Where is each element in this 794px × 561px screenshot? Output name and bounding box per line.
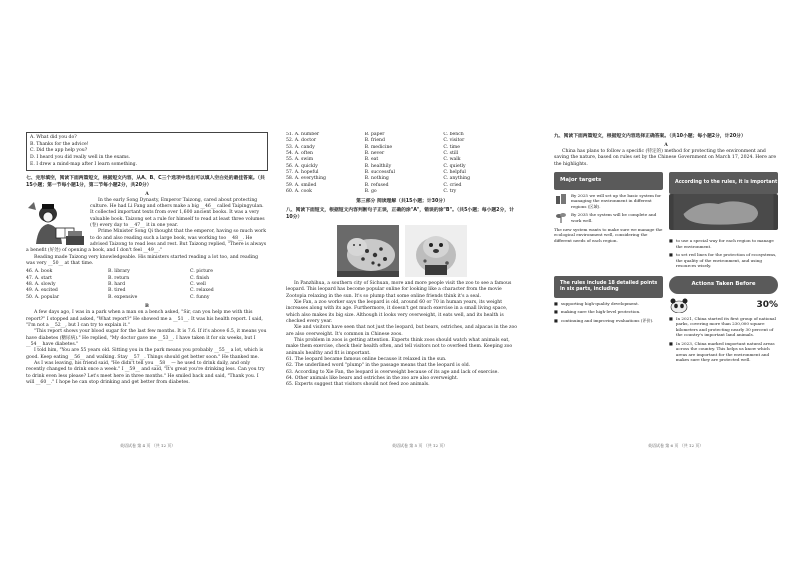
option: 58. A. everything	[286, 176, 327, 182]
photo-row	[286, 225, 518, 277]
emperor-illustration	[26, 200, 86, 246]
option: C. funny	[190, 294, 210, 300]
dialog-options-box	[26, 132, 268, 171]
option: 53. A. candy	[286, 144, 315, 150]
actions-stat	[669, 297, 778, 313]
dialog-option: C. Did the app help you?	[30, 148, 88, 154]
page-footer: 英语试卷 第 4 页 （共 12 页）	[120, 443, 176, 448]
important-panel	[669, 172, 778, 272]
dialog-option: A. What did you do?	[30, 135, 77, 140]
part-3-title: 第三部分 阅读理解（共15小题；计30分）	[356, 199, 448, 205]
option: 60. A. cook	[286, 188, 312, 194]
action-text: In 2021, China started its first group of national parks, covering more than 230,000 square kilometers and protecting nearly 30 percent of the country's important land animals.	[675, 315, 776, 338]
option: 59. A. smiled	[286, 182, 317, 188]
options-grid-a	[26, 269, 268, 301]
page-footer: 英语试卷 第 6 页 （共 12 页）	[648, 443, 704, 448]
passage-a-paragraph: In the early Song Dynasty, Emperor Taizong, cared about protecting culture. He had Li Fang and others make a big __46__ called Taipingyulan. It collected important texts from over 1,600 ancient books. It was a very valuable book. Taizong set a rule for himself to read at least three volumes (卷) every day to __47__ it in one year.	[90, 197, 265, 229]
statement: 63. According to Xie Fan, the leopard is overweight because of its age and lack of exercise.	[286, 369, 499, 375]
dialog-option: D. I heard you did really well in the exams.	[30, 154, 131, 160]
option: C. well	[190, 282, 206, 288]
major-targets-banner	[554, 172, 663, 190]
important-title: According to the rules, it is important	[675, 180, 778, 186]
option: B. go	[364, 188, 377, 194]
action-text: In 2023, China marked important natural areas across the country. This helps us know which areas are important for the environment and makes sure they are protected well.	[675, 340, 775, 363]
option: 56. A. quickly	[286, 163, 318, 169]
actions-percent: 30%	[756, 299, 778, 310]
dialog-option: E. I drew a mind-map after I learn something.	[30, 161, 138, 167]
option: C. relaxed	[190, 288, 214, 294]
option: 49. A. excited	[26, 288, 58, 294]
target-text: By 2035 the system will be complete and work well.	[571, 212, 657, 223]
bullet-icon: ■	[669, 315, 673, 321]
bullet-icon: ■	[554, 309, 558, 315]
option: 55. A. swim	[286, 157, 314, 163]
passage-b-paragraph: A few days ago, I was in a park when a man on a bench asked, "Sir, can you help me with this report?" I stopped and asked, "What report?" He showed me a __51__. It was his health report. I said, "I'm not a __52__, but I can try to explain it."	[26, 310, 263, 329]
exam-page-4	[26, 132, 268, 432]
option: C. walk	[443, 157, 461, 163]
exam-page-6	[554, 132, 778, 432]
passage-paragraph: This problem in zoos is getting attention. Experts think zoos should watch what animals eat, make them exercise, check their health often, and tell visitors not to overfeed them. Keeping zoo animals healthy and fit is important.	[286, 338, 513, 356]
passage-label: A	[664, 142, 668, 148]
passage-a-paragraph: Prime Minister Song Qi thought that the emperor, having so much work to do and also reading such a large book, was working too __48__. He advised Taizong to read less and rest. But Taizong replied, "There is always a benefit (好处) of opening a book, and I don't feel __49__."	[26, 229, 267, 254]
important-text: to use a special way for each region to manage the environment.	[675, 238, 774, 249]
option: B. return	[108, 275, 130, 281]
bullet-icon: ■	[669, 340, 673, 346]
important-item	[669, 238, 778, 249]
passage-b-paragraph: As I was leaving, his friend said, "He didn't tell you __58__ — he used to drink daily, and only recently changed to drink once a week." I __59__ and said, "It's great you're drinking less. Can you try to drink even less please? Let's meet here in three months." He smiled back and said, "Thank you. I will __60__." I hope he can stop drinking and get better from diabetes.	[26, 361, 265, 386]
target-text: By 2025 we will set up the basic system for managing the environment in different regions (区域).	[571, 192, 662, 209]
option: B. never	[364, 150, 385, 156]
option: 57. A. hopeful	[286, 169, 319, 175]
option: 48. A. slowly	[26, 282, 56, 288]
target-item	[554, 193, 663, 210]
actions-title: Actions Taken Before	[691, 281, 756, 288]
action-item	[669, 316, 778, 338]
rules-banner	[554, 276, 663, 298]
statement: 61. The leopard became famous online because it relaxed in the sun.	[286, 357, 447, 363]
rule-text: making sure the high-level protection.	[560, 309, 641, 315]
important-text: to set red lines for the protection of ecosystems, the quality of the environment, and using resources wisely.	[675, 252, 777, 269]
option: C. bench	[443, 132, 464, 137]
major-targets-title: Major targets	[560, 177, 602, 184]
options-grid-b	[286, 132, 518, 195]
option: C. quietly	[443, 163, 466, 169]
rule-item	[554, 301, 663, 307]
infographic	[554, 172, 778, 366]
important-item	[669, 252, 778, 269]
option: B. tired	[108, 288, 126, 294]
rule-item	[554, 318, 663, 324]
option: C. anything	[443, 176, 471, 182]
option: 50. A. popular	[26, 294, 60, 300]
rule-item	[554, 309, 663, 315]
statement: 64. Other animals like bears and ostriches in the zoo are also overweight.	[286, 376, 459, 382]
option: C. time	[443, 144, 460, 150]
option: B. nothing	[364, 176, 389, 182]
rules-panel	[554, 276, 663, 366]
plant-icon	[554, 212, 568, 223]
option: C. helpful	[443, 169, 466, 175]
bullet-icon: ■	[669, 252, 673, 258]
dialog-option: B. Thanks for the advice!	[30, 141, 89, 147]
bullet-icon: ■	[669, 238, 673, 244]
option: B. library	[108, 269, 130, 275]
major-targets-panel	[554, 172, 663, 272]
bullet-icon: ■	[554, 317, 558, 323]
bullet-icon: ■	[554, 300, 558, 306]
option: C. picture	[190, 269, 213, 275]
actions-panel	[669, 276, 778, 366]
option: C. finish	[190, 275, 210, 281]
option: 54. A. often	[286, 150, 313, 156]
option: C. still	[443, 150, 459, 156]
section-8-title: 八、阅读下面短文，根据短文内容判断句子正误，正确的涂"A"，错误的涂"B"。（共5小题；每小题2分，计10分）	[286, 207, 514, 220]
passage-b-paragraph: "This report shows your blood sugar for the last few months. It is 7.6. If it's above 6.5, it means you have diabetes (糖尿病)." He replied, "My doctor gave me __53__. I have taken it for six weeks, but I __54__ have diabetes."	[26, 329, 267, 348]
passage-paragraph: Xie Fan, a zoo worker says the leopard is old, around 60 or 70 in human years, its weight increases along with its age. Furthermore, it doesn't get much exercise in a small living space, which also makes its big size. Although it looks very overweight, it eats well, and its health is checked every year.	[286, 300, 508, 325]
target-item	[554, 212, 663, 223]
zootopia-character-picture	[405, 225, 467, 277]
option: 47. A. start	[26, 275, 52, 281]
leopard-photo	[337, 225, 399, 277]
important-banner	[669, 172, 778, 194]
option: B. successful	[364, 169, 395, 175]
option: B. medicine	[364, 144, 393, 150]
option: 52. A. doctor	[286, 138, 317, 144]
option: 46. A. book	[26, 269, 53, 275]
intro-paragraph: China has plans to follow a specific (特定的) method for protecting the environment and saving the nature, based on rules set by the Chinese Government on March 17, 2024. Here are the highlights.	[554, 148, 777, 167]
option: C. try	[443, 188, 457, 194]
option: B. hard	[108, 282, 126, 288]
passage-a-label: A	[145, 191, 149, 197]
rules-title: The rules include 18 detailed points in six parts, including	[560, 281, 658, 292]
passage-a-paragraph: Reading made Taizong very knowledgeable. His ministers started reading a lot too, and reading was very __50__ at that time.	[26, 254, 259, 267]
statement: 65. Experts suggest that visitors should not feed zoo animals.	[286, 382, 430, 388]
rule-text: supporting high-quality development.	[560, 300, 640, 306]
option: B. paper	[364, 132, 385, 137]
building-icon	[554, 193, 568, 204]
rule-text: continuing and improving evaluations (评价).	[560, 317, 654, 323]
option: B. refused	[364, 182, 389, 188]
map-illustration	[669, 194, 778, 230]
option: B. eat	[364, 157, 379, 163]
option: C. visitor	[443, 138, 465, 144]
action-item	[669, 341, 778, 363]
section-7-title: 七、完形填空，阅读下面两篇短文，根据短文内容，从A、B、C三个选项中选出可以填入空白处的最佳答案。（共15小题；第一节每小题1分，第二节每小题2分，共20分）	[26, 176, 265, 188]
page-footer: 英语试卷 第 5 页 （共 12 页）	[392, 443, 448, 448]
option: B. friend	[364, 138, 385, 144]
option: 51. A. number	[286, 132, 320, 137]
option: C. cried	[443, 182, 462, 188]
option: B. expensive	[108, 294, 138, 300]
statement: 62. The underlined word "plump" in the passage means that the leopard is old.	[286, 363, 471, 369]
passage-b-label: B	[145, 304, 149, 310]
option: B. healthily	[364, 163, 392, 169]
passage-paragraph: Xie and visitors have seen that not just the leopard, but bears, ostriches, and alpacas in the zoo are also overweight. It's common in Chinese zoos.	[286, 325, 517, 337]
section-9-title: 九、阅读下面两篇短文，根据短文内容选择正确答案。（共10小题；每小题2分，计20分）	[554, 134, 746, 139]
exam-page-5	[286, 132, 518, 432]
panda-icon	[669, 297, 689, 313]
passage-paragraph: In Panzhihua, a southern city of Sichuan, more and more people visit the zoo to see a famous leopard. This leopard has become popular online for looking like a character from the movie Zootopia relaxing in the sun. It's so plump that some online friends think it's a seal.	[286, 281, 512, 299]
target-text: The new system wants to make sure we manage the ecological environment well, considering the different needs of each region.	[554, 226, 663, 243]
actions-banner	[669, 276, 778, 294]
passage-b-paragraph: I told him, "You are 55 years old. Sitting you in the park means you probably __55__ a lot, which is good. Keep eating __56__ and walking. Stay __57__. Things should get better soon." He thanked me.	[26, 348, 264, 360]
